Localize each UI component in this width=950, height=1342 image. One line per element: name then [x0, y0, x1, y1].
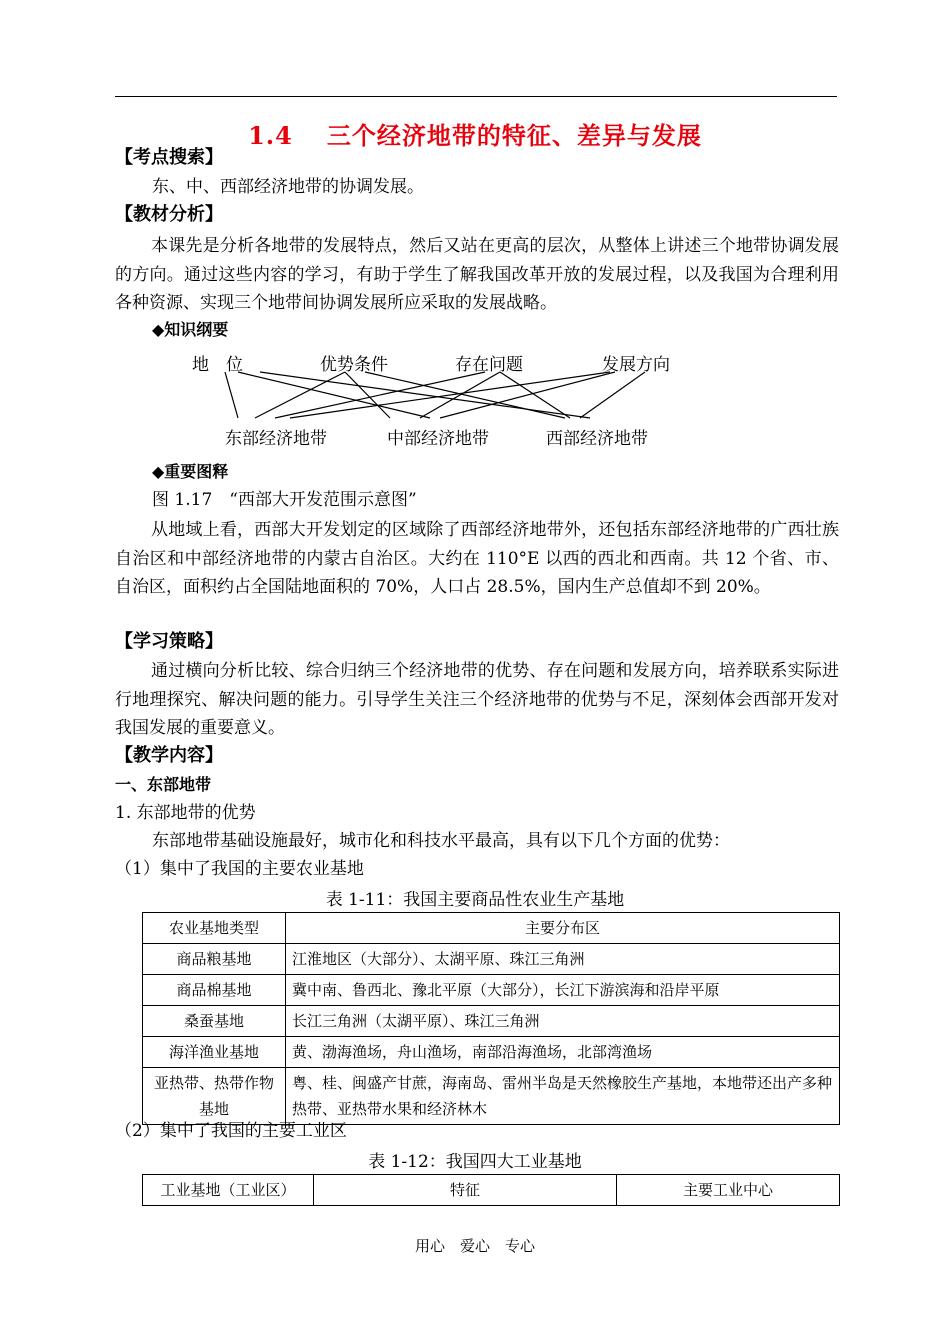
table-header-row	[143, 913, 840, 944]
table-cell: 海洋渔业基地	[143, 1037, 286, 1068]
agriculture-table	[142, 912, 840, 1125]
diagram-top-problems: 存在问题	[455, 355, 523, 375]
table-cell: 粤、桂、闽盛产甘蔗，海南岛、雷州半岛是天然橡胶生产基地，本地带还出产多种热带、亚热带水果和经济林木	[286, 1068, 840, 1125]
jiaocai-paragraph: 本课先是分析各地带的发展特点，然后又站在更高的层次，从整体上讲述三个地带协调发展的方向。通过这些内容的学习，有助于学生了解我国改革开放的发展过程，以及我国为合理利用各种资源、实现三个地带间协调发展所应采取的发展战略。	[115, 236, 839, 313]
diagram-bottom-central: 中部经济地带	[387, 429, 489, 449]
table-row	[143, 1006, 840, 1037]
section-number: 1.4	[248, 121, 293, 150]
table-row	[143, 975, 840, 1006]
table-header: 主要工业中心	[617, 1175, 840, 1206]
diagram-top-position: 地 位	[192, 355, 243, 375]
heading-zhishi: ◆知识纲要	[152, 320, 229, 339]
item1-heading: 1. 东部地带的优势	[115, 803, 256, 823]
industry-table	[142, 1174, 840, 1206]
page-footer: 用心 爱心 专心	[414, 1237, 535, 1255]
table-cell: 黄、渤海渔场，舟山渔场，南部沿海渔场，北部湾渔场	[286, 1037, 840, 1068]
line-pos-east	[225, 372, 238, 418]
table-row	[143, 1037, 840, 1068]
table-cell: 桑蚕基地	[143, 1006, 286, 1037]
table-cell: 冀中南、鲁西北、豫北平原（大部分），长江下游滨海和沿岸平原	[286, 975, 840, 1006]
heading-jiaocai: 【教材分析】	[115, 204, 223, 225]
table-header: 特征	[314, 1175, 617, 1206]
table-header: 农业基地类型	[143, 913, 286, 944]
line-adv-mid	[345, 372, 390, 418]
table-cell: 长江三角洲（太湖平原）、珠江三角洲	[286, 1006, 840, 1037]
table-cell: 江淮地区（大部分）、太湖平原、珠江三角洲	[286, 944, 840, 975]
header-rule	[115, 96, 837, 97]
heading-neirong: 【教学内容】	[115, 745, 223, 766]
diagram-bottom-west: 西部经济地带	[546, 429, 648, 449]
item1-text: 东部地带基础设施最好，城市化和科技水平最高，具有以下几个方面的优势：	[152, 831, 730, 851]
diagram-top-advantages: 优势条件	[320, 355, 388, 375]
table2-caption: 表 1-12：我国四大工业基地	[368, 1152, 582, 1172]
heading-tushi: ◆重要图释	[152, 462, 229, 481]
diagram-top-direction: 发展方向	[602, 355, 670, 375]
knowledge-diagram	[170, 350, 710, 450]
table-cell: 亚热带、热带作物基地	[143, 1068, 286, 1125]
table-row	[143, 1068, 840, 1125]
sub-heading-industry: （2）集中了我国的主要工业区	[115, 1121, 347, 1141]
kaodian-text: 东、中、西部经济地带的协调发展。	[152, 177, 424, 197]
tushi-paragraph: 从地域上看，西部大开发划定的区域除了西部经济地带外，还包括东部经济地带的广西壮族自治区和中部经济地带的内蒙古自治区。大约在 110°E 以西的西北和西南。共 12 个省、市、自治区，面积约占全国陆地面积的 70%，人口占 28.5%，国内生产总值却不到 20%。	[115, 520, 839, 597]
celue-paragraph: 通过横向分析比较、综合归纳三个经济地带的优势、存在问题和发展方向，培养联系实际进行地理探究、解决问题的能力。引导学生关注三个经济地带的优势与不足，深刻体会西部开发对我国发展的重要意义。	[115, 661, 839, 738]
table-header-row	[143, 1175, 840, 1206]
title-text: 三个经济地带的特征、差异与发展	[326, 121, 702, 150]
table-cell: 商品棉基地	[143, 975, 286, 1006]
line-pos-west	[260, 372, 590, 418]
table1-caption: 表 1-11：我国主要商品性农业生产基地	[325, 890, 625, 910]
line-prob-mid	[420, 372, 500, 418]
figure-caption: 图 1.17 “西部大开发范围示意图”	[152, 490, 417, 510]
heading-kaodian: 【考点搜索】	[115, 147, 223, 168]
heading-celue: 【学习策略】	[115, 631, 223, 652]
heading-dongbu: 一、东部地带	[115, 775, 212, 794]
line-dir-east	[290, 372, 610, 418]
table-header: 主要分布区	[286, 913, 840, 944]
table-header: 工业基地（工业区）	[143, 1175, 314, 1206]
table-cell: 商品粮基地	[143, 944, 286, 975]
sub-heading-agriculture: （1）集中了我国的主要农业基地	[115, 859, 364, 879]
table-row	[143, 944, 840, 975]
diagram-bottom-east: 东部经济地带	[225, 429, 327, 449]
